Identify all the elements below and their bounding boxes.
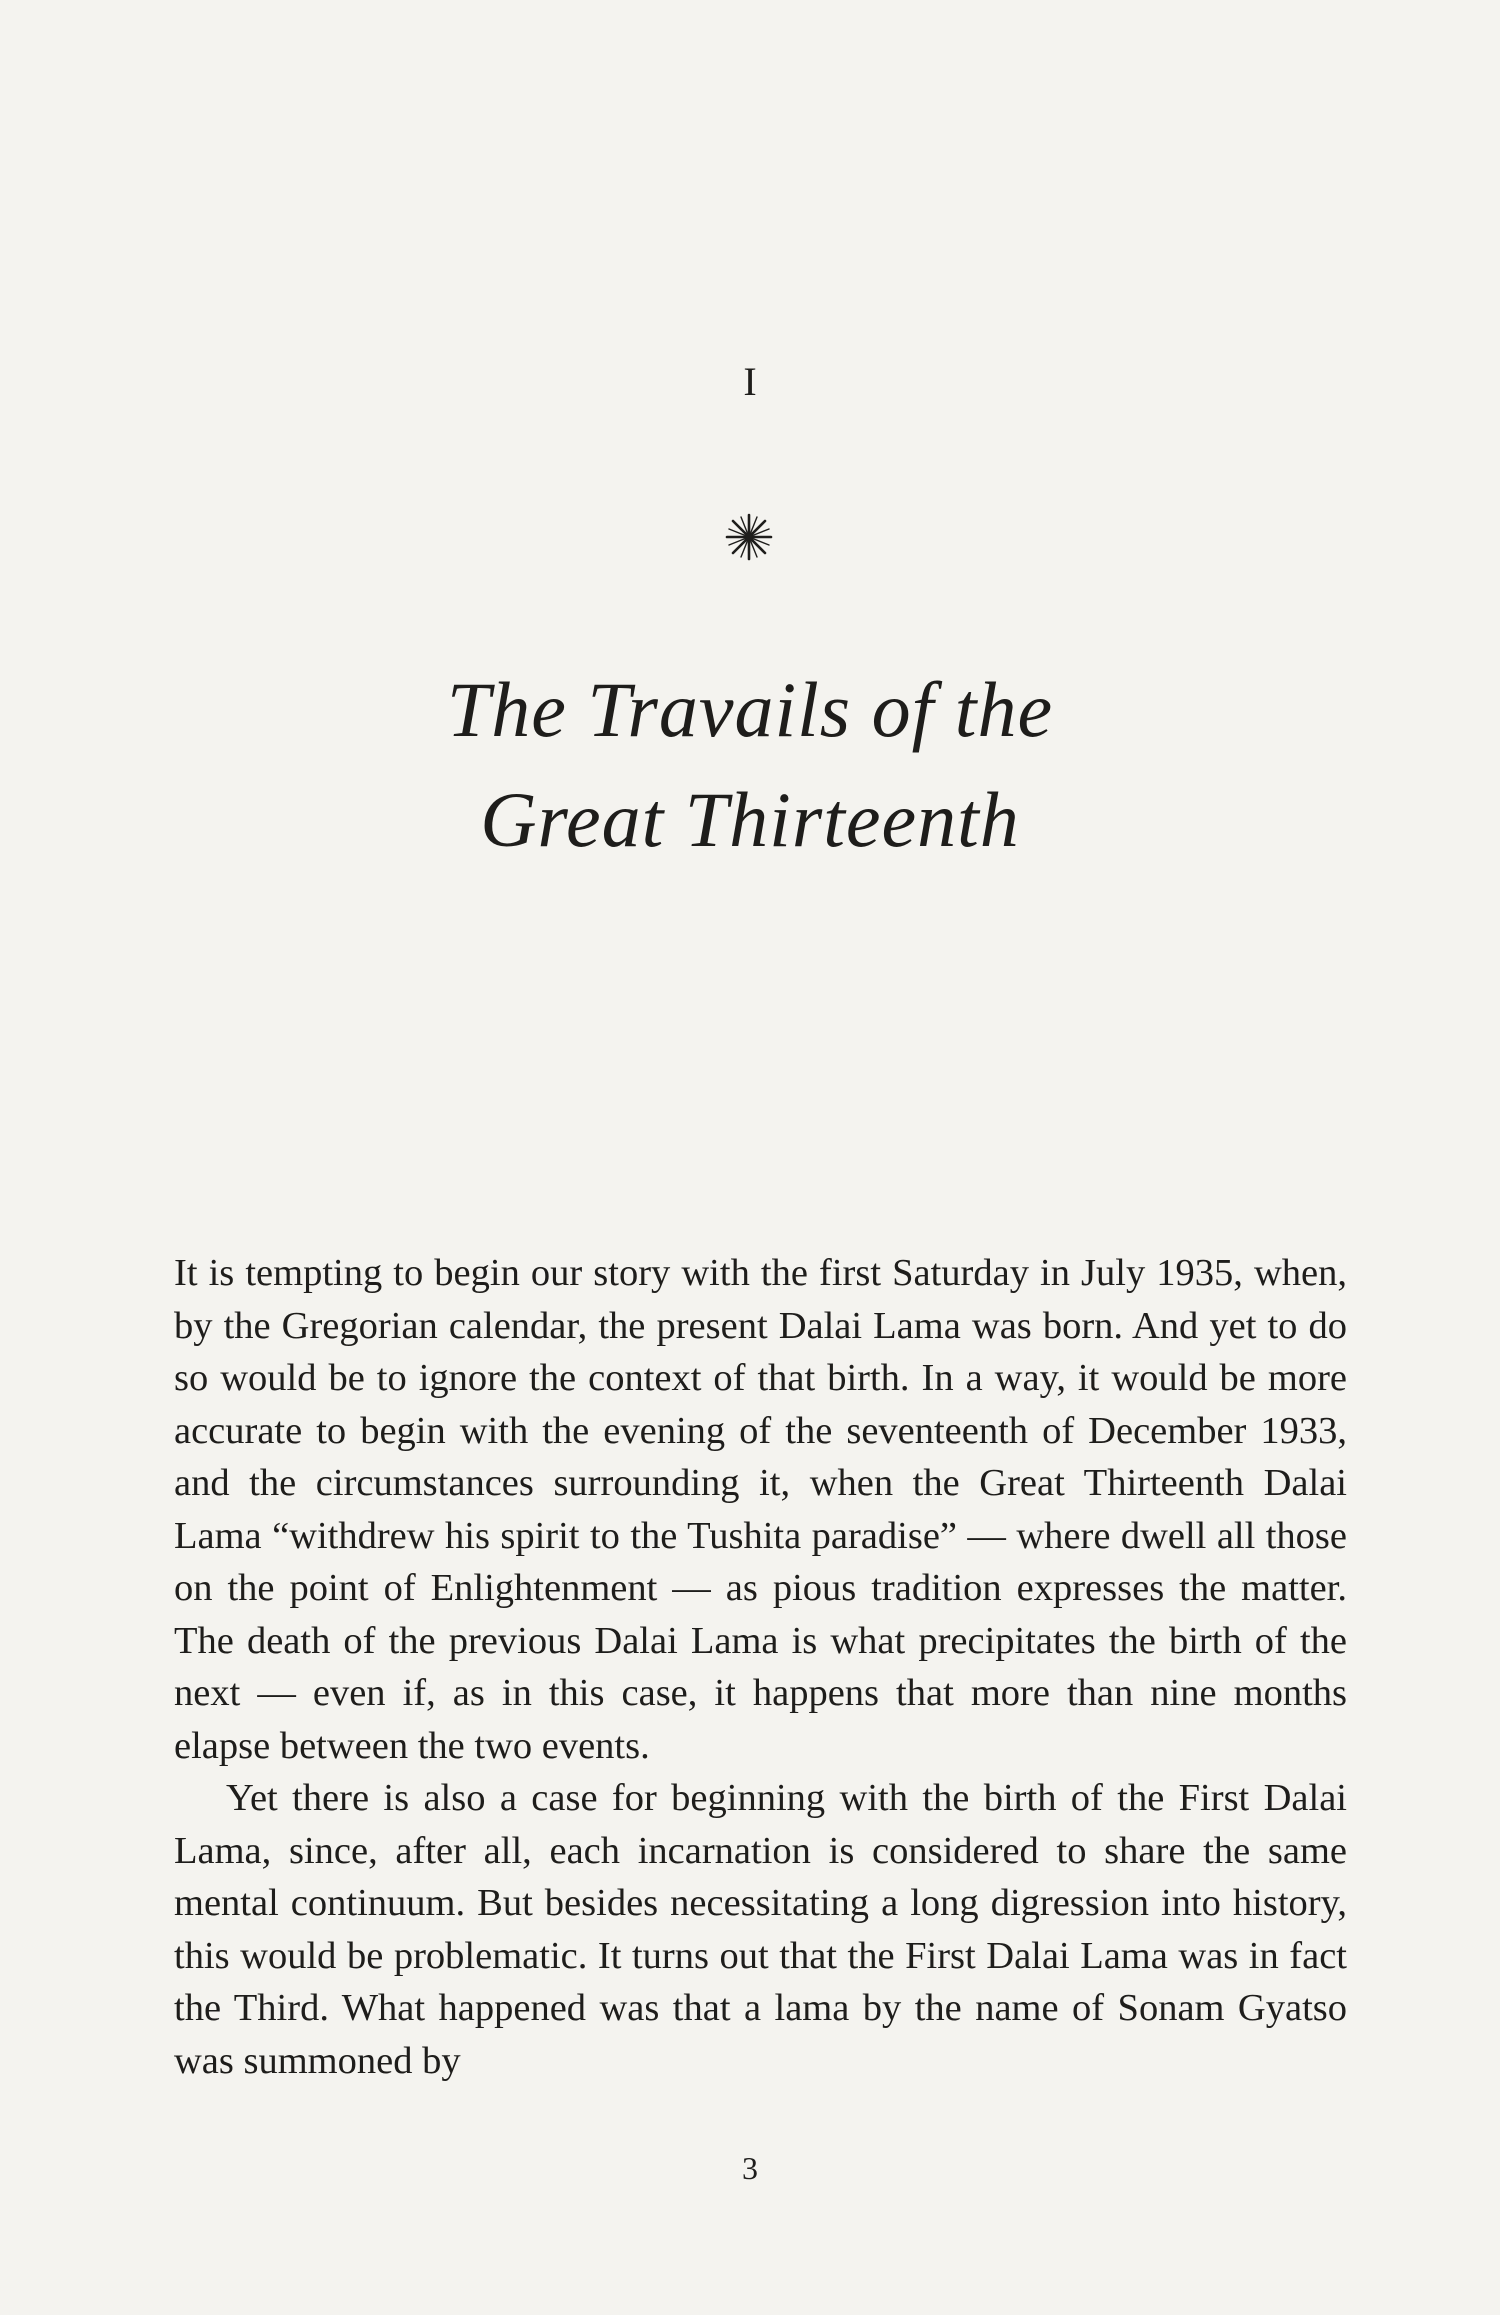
body-text bbox=[174, 1247, 1347, 2087]
page-number: 3 bbox=[742, 2150, 758, 2186]
asterism-ornament-icon bbox=[724, 512, 774, 562]
chapter-number: I bbox=[743, 359, 757, 404]
paragraph-2: Yet there is also a case for beginning with the birth of the First Dalai Lama, since, after all, each incarnation is considered to share the same mental continuum. But besides necessitating a long digression into history, this would be problematic. It turns out that the First Dalai Lama was in fact the Third. What happened was that a lama by the name of Sonam Gyatso was summoned by bbox=[174, 1777, 1347, 2082]
chapter-title bbox=[0, 655, 1500, 875]
chapter-title-line-2: Great Thirteenth bbox=[480, 776, 1020, 863]
chapter-title-line-1: The Travails of the bbox=[446, 666, 1054, 753]
paragraph-1: It is tempting to begin our story with the first Saturday in July 1935, when, by the Gregorian calendar, the present Dalai Lama was born. And yet to do so would be to ignore the context of that birth. In a way, it would be more accurate to begin with the evening of the seventeenth of December 1933, and the circumstances surrounding it, when the Great Thirteenth Dalai Lama “withdrew his spirit to the Tushita paradise” — where dwell all those on the point of Enlightenment — as pious tradition expresses the matter. The death of the previous Dalai Lama is what precipitates the birth of the next — even if, as in this case, it happens that more than nine months elapse between the two events. bbox=[174, 1252, 1347, 1767]
